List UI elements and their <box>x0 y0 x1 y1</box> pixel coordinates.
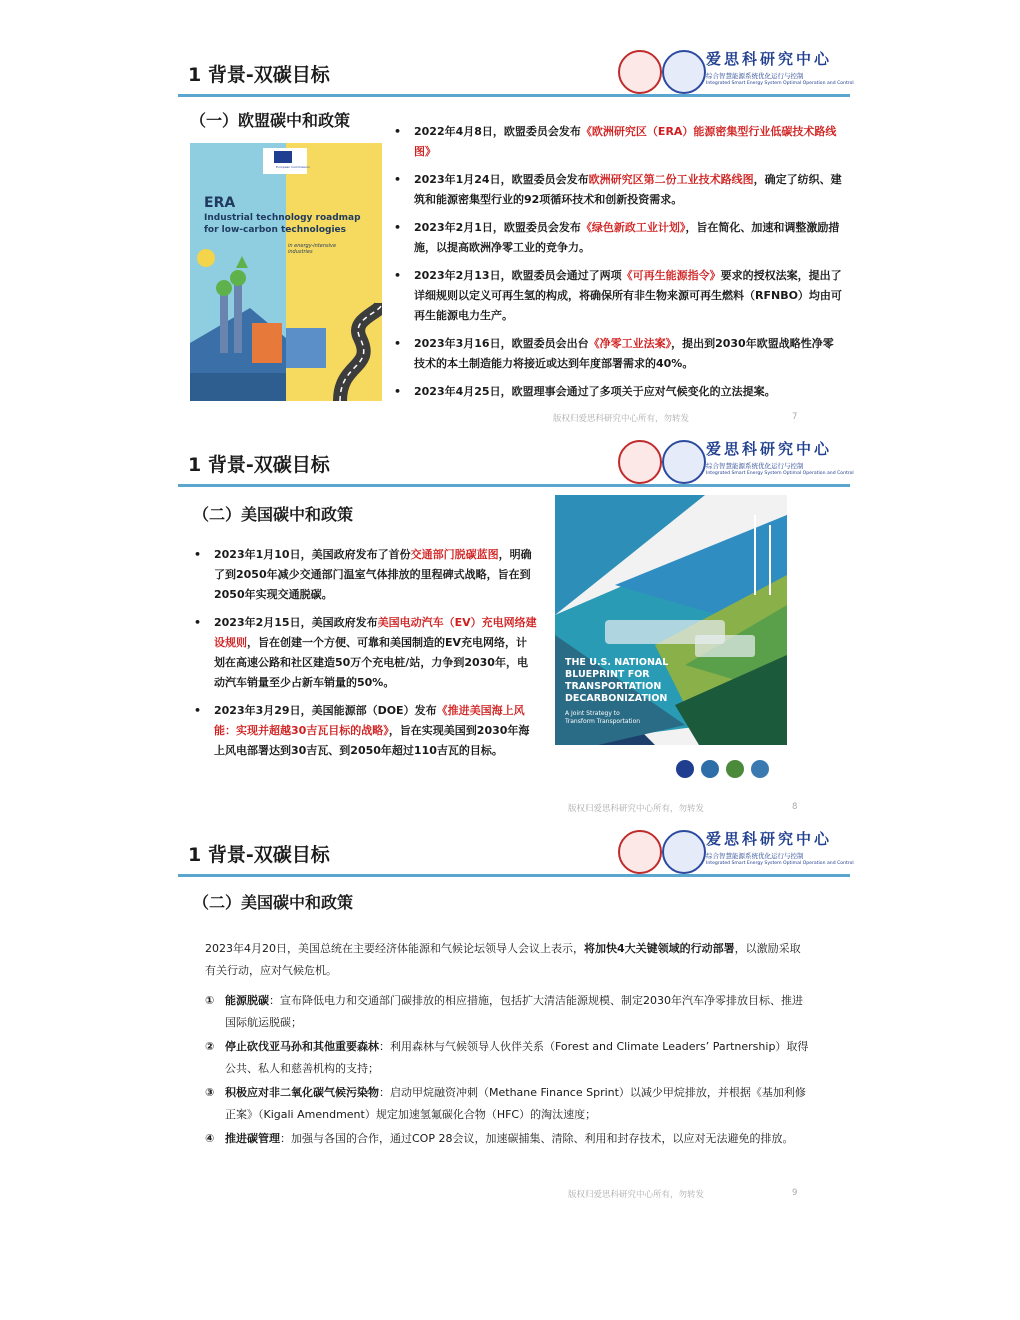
eu-policy-list <box>392 122 842 410</box>
page-number: 7 <box>792 412 798 422</box>
logo-subtitle-cn: 综合智慧能源系统优化运行与控制 <box>706 462 804 470</box>
list-item: • 2023年1月10日，美国政府发布了首份交通部门脱碳蓝图，明确了到2050年减少交通部门温室气体排放的里程碑式战略，旨在到2050年实现交通脱碳。 <box>194 548 532 601</box>
logo-brand: 爱思科研究中心 <box>706 830 833 848</box>
us-cover-art <box>555 495 787 783</box>
institute-seal-icon <box>662 830 706 874</box>
logo-subtitle-cn: 综合智慧能源系统优化运行与控制 <box>706 852 804 860</box>
list-item: ③ 积极应对非二氧化碳气候污染物：启动甲烷融资冲刺（Methane Finance Sprint）以减少甲烷排放，并根据《基加利修正案》（Kigali Amendment）规定加速氢氟碳化合物（HFC）的淘汰速度； <box>205 1086 806 1121</box>
cover-subtitle: in energy-intensive industries <box>288 243 337 255</box>
logo-brand: 爱思科研究中心 <box>706 440 833 458</box>
cover-title-line1: THE U.S. NATIONAL <box>565 657 669 668</box>
page-number: 8 <box>792 802 798 812</box>
slide-title: 1 背景-双碳目标 <box>188 454 330 476</box>
list-item: • 2023年3月29日，美国能源部（DOE）发布《推进美国海上风能：实现并超越30吉瓦目标的战略》，旨在实现美国到2030年海上风电部署达到30吉瓦、到2050年超过110吉瓦的目标。 <box>194 704 530 757</box>
cover-subtitle-line1: A Joint Strategy to <box>565 710 620 717</box>
cover-title-era: ERA <box>204 195 236 211</box>
list-item: • 2022年4月8日，欧盟委员会发布《欧洲研究区（ERA）能源密集型行业低碳技术路线图》 <box>394 125 837 158</box>
list-item: ① 能源脱碳：宣布降低电力和交通部门碳排放的相应措施，包括扩大清洁能源规模、制定2030年汽车净零排放目标、推进国际航运脱碳； <box>205 994 803 1029</box>
logo-brand: 爱思科研究中心 <box>706 50 833 68</box>
institute-seal-icon <box>662 50 706 94</box>
center-logo <box>618 48 854 94</box>
logo-subtitle-en: Integrated Smart Energy System Optimal Operation and Control <box>706 861 854 866</box>
list-item: • 2023年1月24日，欧盟委员会发布欧洲研究区第二份工业技术路线图，确定了纺织、建筑和能源密集型行业的92项循环技术和创新投资需求。 <box>394 173 842 206</box>
slide-us-policy-2 <box>0 820 1020 1210</box>
slide-title: 1 背景-双碳目标 <box>188 64 330 86</box>
us-policy-list <box>192 545 537 769</box>
header-rule <box>178 94 850 97</box>
copyright-footer: 版权归爱思科研究中心所有，勿转发 <box>568 804 705 814</box>
cover-publisher-label: European Commission <box>276 165 310 169</box>
list-item: • 2023年2月13日，欧盟委员会通过了两项《可再生能源指令》要求的授权法案，提出了详细规则以定义可再生氢的构成，将确保所有非生物来源可再生燃料（RFNBO）均由可再生能源电力生产。 <box>394 269 842 322</box>
section-heading: （一）欧盟碳中和政策 <box>190 111 351 130</box>
action-areas-list <box>205 990 810 1150</box>
list-item: • 2023年2月15日，美国政府发布美国电动汽车（EV）充电网络建设规则，旨在创建一个方便、可靠和美国制造的EV充电网络，计划在高速公路和社区建造50万个充电桩/站，力争到2030年，电动汽车销量至少占新车销量的50%。 <box>194 616 537 689</box>
page-number: 9 <box>792 1188 798 1198</box>
list-item: • 2023年2月1日，欧盟委员会发布《绿色新政工业计划》，旨在简化、加速和调整激励措施，以提高欧洲净零工业的竞争力。 <box>394 221 840 254</box>
era-roadmap-cover <box>190 143 382 401</box>
cover-title-line4: DECARBONIZATION <box>565 693 668 704</box>
era-cover-art <box>190 143 382 401</box>
copyright-footer: 版权归爱思科研究中心所有，勿转发 <box>553 414 690 424</box>
slide-title: 1 背景-双碳目标 <box>188 844 330 866</box>
list-item: ② 停止砍伐亚马孙和其他重要森林：利用森林与气候领导人伙伴关系（Forest and Climate Leaders’ Partnership）取得公共、私人和慈善机构的支持； <box>205 1040 809 1075</box>
cover-title-line3: TRANSPORTATION <box>565 681 662 692</box>
logo-subtitle-en: Integrated Smart Energy System Optimal Operation and Control <box>706 81 854 86</box>
us-blueprint-cover <box>555 495 787 783</box>
slide-us-policy-1 <box>0 430 1020 820</box>
header-rule <box>178 874 850 877</box>
logo-subtitle-en: Integrated Smart Energy System Optimal Operation and Control <box>706 471 854 476</box>
university-seal-icon <box>618 830 662 874</box>
cover-title-line3: for low-carbon technologies <box>204 225 346 235</box>
copyright-footer: 版权归爱思科研究中心所有，勿转发 <box>568 1190 705 1200</box>
center-logo <box>618 828 854 874</box>
cover-title-line2: Industrial technology roadmap <box>204 213 361 223</box>
section-heading: （二）美国碳中和政策 <box>193 505 354 524</box>
header-rule <box>178 484 850 487</box>
institute-seal-icon <box>662 440 706 484</box>
university-seal-icon <box>618 50 662 94</box>
list-item: ④ 推进碳管理：加强与各国的合作，通过COP 28会议，加速碳捕集、清除、利用和封存技术，以应对无法避免的排放。 <box>205 1132 794 1145</box>
cover-subtitle-line2: Transform Transportation <box>565 718 641 725</box>
intro-paragraph: 2023年4月20日，美国总统在主要经济体能源和气候论坛领导人会议上表示，将加快4大关键领域的行动部署，以激励采取有关行动，应对气候危机。 <box>205 942 801 977</box>
list-item: • 2023年3月16日，欧盟委员会出台《净零工业法案》，提出到2030年欧盟战略性净零技术的本土制造能力将接近或达到年度部署需求的40%。 <box>394 337 834 370</box>
cover-title-line2: BLUEPRINT FOR <box>565 669 650 680</box>
center-logo <box>618 438 854 484</box>
section-heading: （二）美国碳中和政策 <box>193 893 354 912</box>
slide-eu-policy <box>0 40 1020 430</box>
list-item: • 2023年4月25日，欧盟理事会通过了多项关于应对气候变化的立法提案。 <box>394 385 776 398</box>
university-seal-icon <box>618 440 662 484</box>
logo-subtitle-cn: 综合智慧能源系统优化运行与控制 <box>706 72 804 80</box>
